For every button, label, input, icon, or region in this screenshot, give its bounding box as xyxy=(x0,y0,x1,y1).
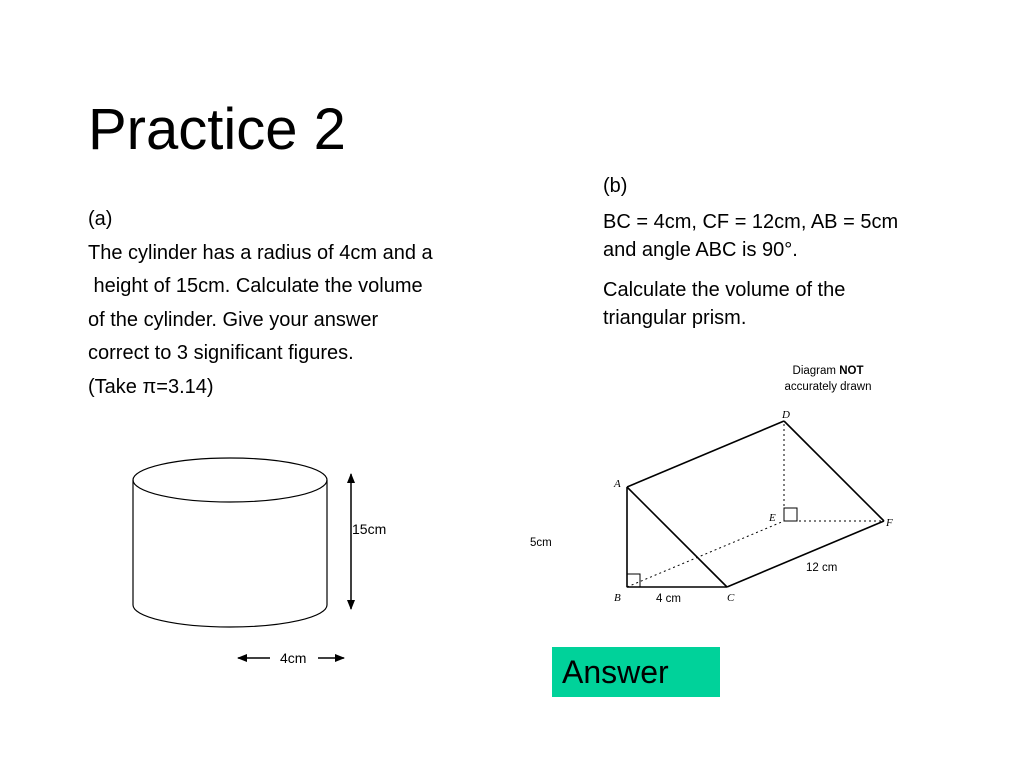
bc-length-label: 4 cm xyxy=(656,593,681,605)
prism-right-angle-b xyxy=(627,574,640,587)
vertex-label-e: E xyxy=(769,512,776,524)
diagram-note-bold: NOT xyxy=(839,365,864,377)
ab-length-label: 5cm xyxy=(530,537,552,549)
prism-visible-edges xyxy=(627,421,884,587)
vertex-label-c: C xyxy=(727,592,735,604)
part-a-line-1: The cylinder has a radius of 4cm and a xyxy=(88,241,433,264)
part-a-line-3: of the cylinder. Give your answer xyxy=(88,308,379,331)
vertex-label-f: F xyxy=(886,517,893,529)
part-b-heading: (b) xyxy=(603,175,628,197)
part-b-task: Calculate the volume of the triangular prism. xyxy=(603,279,846,329)
cylinder-height-label: 15cm xyxy=(352,521,387,537)
cf-length-label: 12 cm xyxy=(806,562,838,574)
vertex-label-b: B xyxy=(614,592,621,604)
prism-length-labels xyxy=(530,537,837,605)
cylinder-diagram xyxy=(133,458,327,627)
vertex-label-a: A xyxy=(614,478,621,490)
prism-hidden-edges xyxy=(627,421,884,587)
part-b-given: BC = 4cm, CF = 12cm, AB = 5cm and angle ABC is 90°. xyxy=(603,211,899,261)
part-a-line-2: height of 15cm. Calculate the volume xyxy=(88,275,423,297)
cylinder-radius-label: 4cm xyxy=(280,650,307,666)
part-a-heading: (a) xyxy=(88,208,113,230)
prism-right-angle-e xyxy=(784,508,797,521)
answer-button[interactable]: Answer xyxy=(552,647,720,697)
slide-title: Practice 2 xyxy=(88,97,346,162)
diagram-note-prefix: Diagram xyxy=(792,365,840,377)
cylinder-bottom xyxy=(133,605,327,627)
cylinder-top xyxy=(133,458,327,502)
vertex-label-d: D xyxy=(782,409,790,421)
diagram-note-line-1 xyxy=(793,365,864,377)
part-a-line-5: (Take π=3.14) xyxy=(88,375,214,398)
part-a-line-4: correct to 3 significant figures. xyxy=(88,342,354,364)
diagram-note-line-2: accurately drawn xyxy=(784,381,872,393)
